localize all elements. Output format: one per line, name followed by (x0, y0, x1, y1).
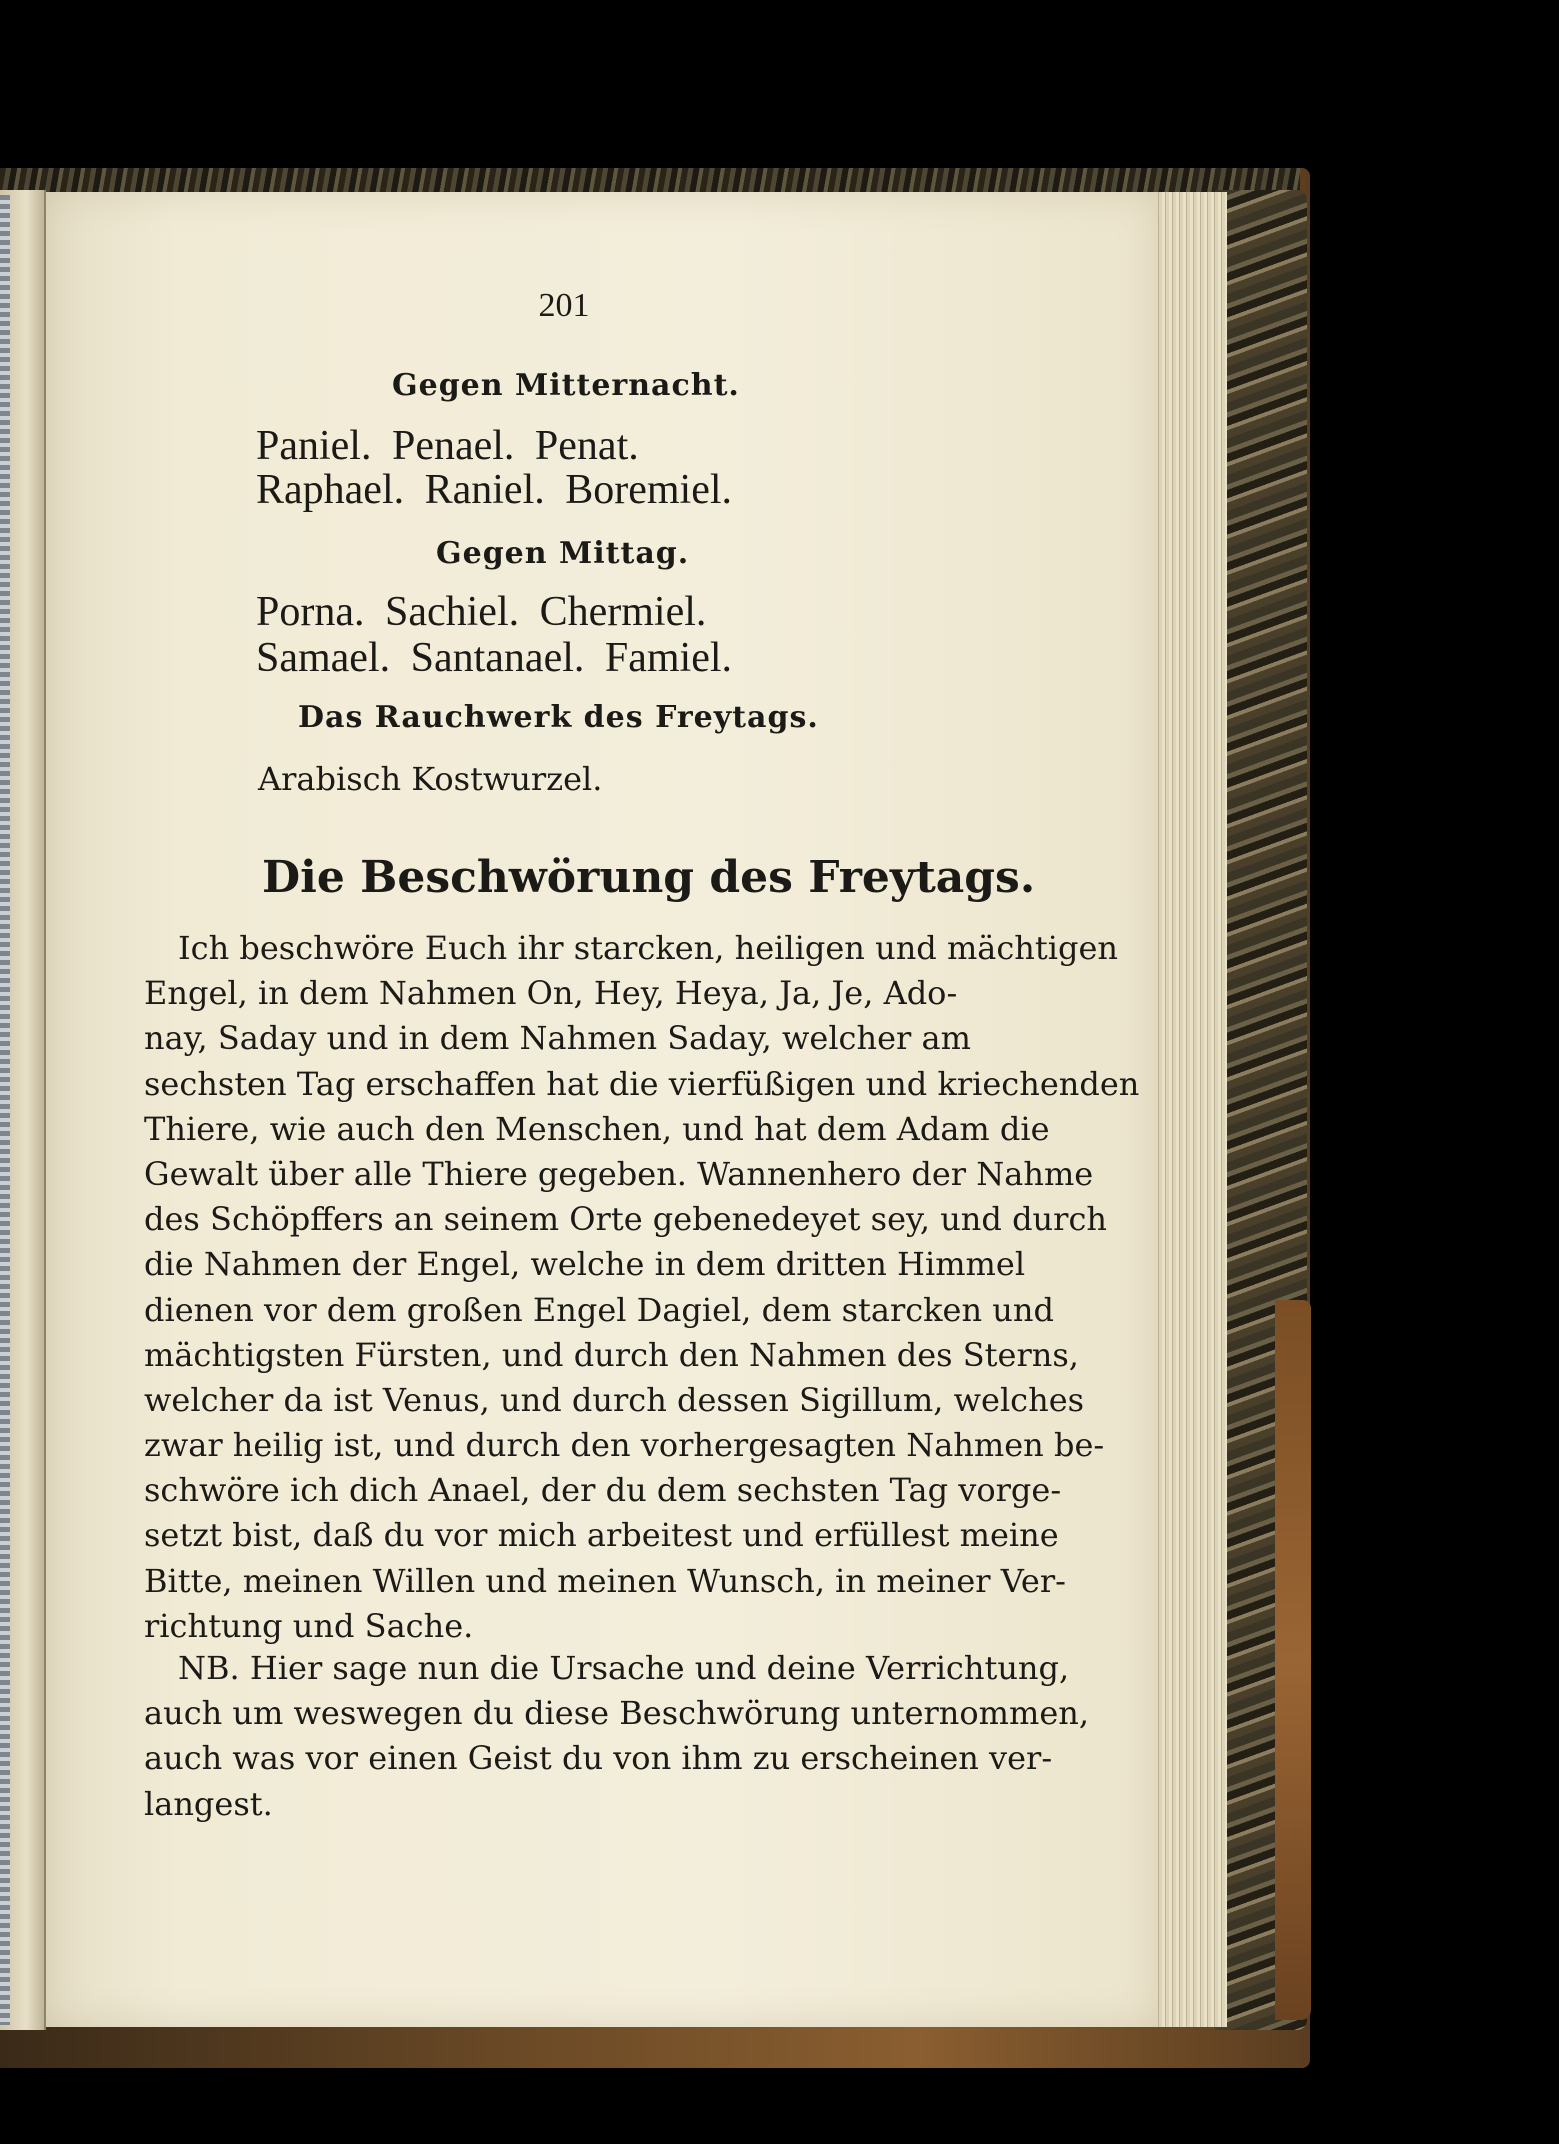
incense-text: Arabisch Kostwurzel. (258, 760, 603, 798)
heading-midnight: Gegen Mitternacht. (392, 368, 740, 403)
body-line: mächtigsten Fürsten, und durch den Nahmen des Sterns, (144, 1335, 1079, 1374)
nb-line: auch was vor einen Geist du von ihm zu erscheinen ver- (144, 1739, 1053, 1778)
names-midnight-1: Paniel. Penael. Penat. (256, 423, 639, 469)
body-line: Gewalt über alle Thiere gegeben. Wannenhero der Nahme (144, 1154, 1094, 1193)
nb-line: langest. (144, 1784, 273, 1823)
page-number: 201 (538, 287, 590, 324)
body-line: welcher da ist Venus, und durch dessen Sigillum, welches (144, 1380, 1085, 1419)
body-line: Thiere, wie auch den Menschen, und hat dem Adam die (144, 1109, 1050, 1148)
names-noon-1: Porna. Sachiel. Chermiel. (256, 589, 707, 635)
body-line: schwöre ich dich Anael, der du dem sechsten Tag vorge- (144, 1471, 1062, 1510)
body-line: setzt bist, daß du vor mich arbeitest und erfüllest meine (144, 1516, 1059, 1555)
body-line: Engel, in dem Nahmen On, Hey, Heya, Ja, Je, Ado- (144, 974, 958, 1013)
nb-paragraph (144, 1646, 1090, 1827)
nb-line: NB. Hier sage nun die Ursache und deine Verrichtung, (178, 1649, 1070, 1687)
heading-noon: Gegen Mittag. (436, 536, 690, 571)
body-line: die Nahmen der Engel, welche in dem dritten Himmel (144, 1245, 1026, 1284)
body-line: sechsten Tag erschaffen hat die vierfüßigen und kriechenden (144, 1064, 1140, 1103)
body-line: nay, Saday und in dem Nahmen Saday, welcher am (144, 1019, 971, 1058)
nb-line: auch um weswegen du diese Beschwörung unternommen, (144, 1694, 1090, 1733)
heading-incense: Das Rauchwerk des Freytags. (298, 700, 819, 735)
body-line: Ich beschwöre Euch ihr starcken, heiligen und mächtigen (178, 929, 1119, 967)
body-line: zwar heilig ist, und durch den vorhergesagten Nahmen be- (144, 1426, 1105, 1465)
names-midnight-2: Raphael. Raniel. Boremiel. (256, 467, 733, 513)
invocation-paragraph (144, 926, 1140, 1649)
section-title: Die Beschwörung des Freytags. (262, 852, 1036, 903)
body-line: des Schöpffers an seinem Orte gebenedeyet sey, und durch (144, 1200, 1107, 1239)
names-noon-2: Samael. Santanael. Famiel. (256, 635, 733, 681)
body-line: dienen vor dem großen Engel Dagiel, dem starcken und (144, 1290, 1054, 1329)
body-line: richtung und Sache. (144, 1606, 474, 1645)
body-line: Bitte, meinen Willen und meinen Wunsch, in meiner Ver- (144, 1561, 1066, 1600)
